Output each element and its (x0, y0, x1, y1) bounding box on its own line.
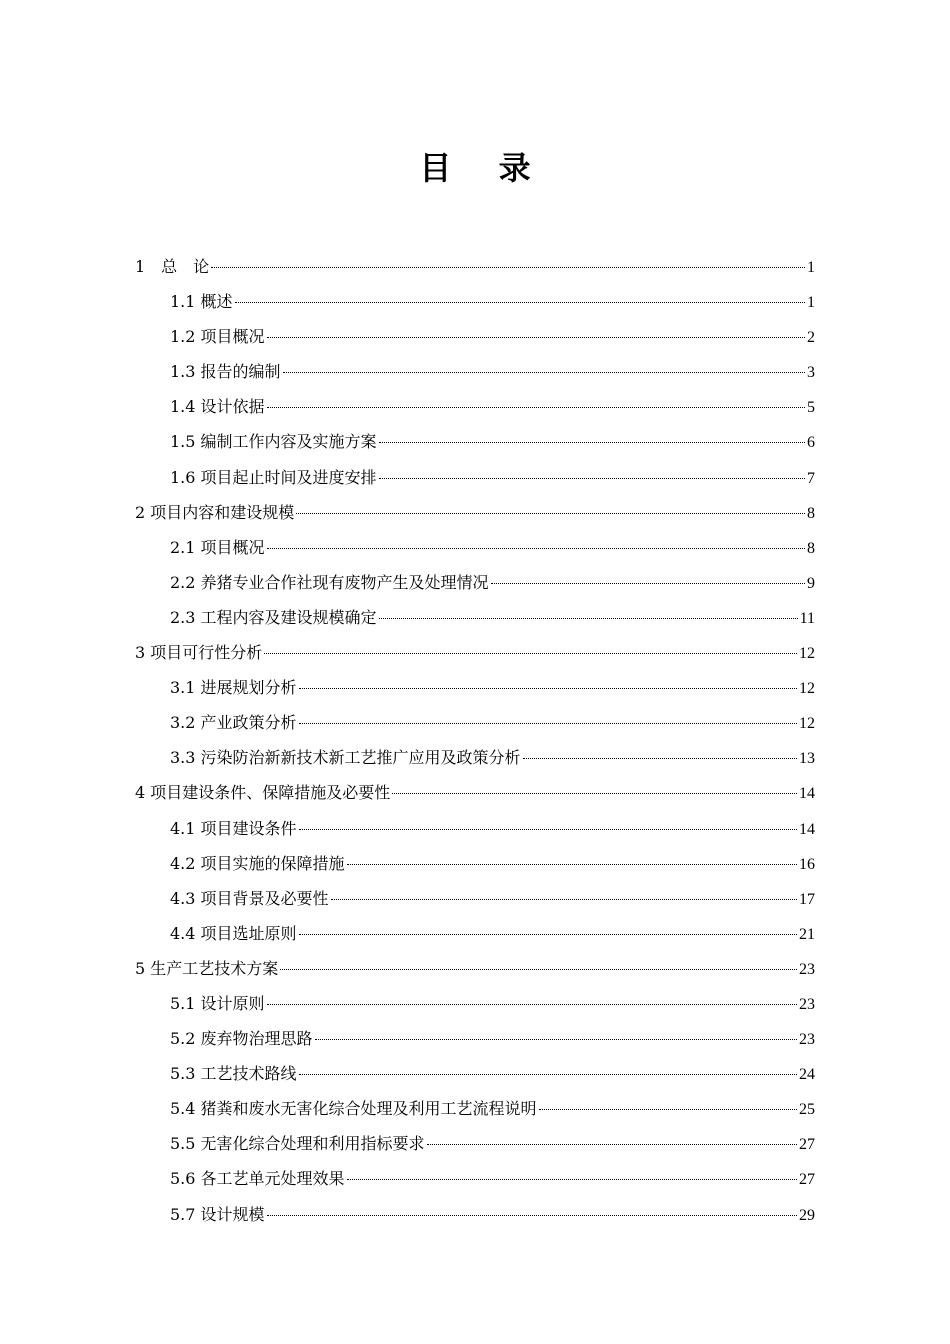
toc-section-entry[interactable] (135, 1197, 815, 1232)
toc-page-number: 29 (799, 1206, 815, 1224)
toc-section-entry[interactable] (135, 389, 815, 424)
toc-dot-leader (211, 266, 805, 268)
page-title: 目 录 (419, 149, 549, 187)
toc-entry-label: 4 项目建设条件、保障措施及必要性 (135, 783, 391, 803)
toc-dot-leader (299, 687, 797, 689)
toc-page-number: 12 (799, 645, 815, 663)
toc-dot-leader (267, 1003, 797, 1005)
toc-dot-leader (299, 722, 797, 724)
toc-page-number: 17 (799, 890, 815, 908)
toc-dot-leader (267, 547, 805, 549)
toc-chapter-entry[interactable] (135, 249, 815, 284)
toc-page-number: 16 (799, 855, 815, 873)
toc-page-number: 2 (807, 329, 815, 347)
toc-entry-label: 5.1 设计原则 (170, 993, 265, 1013)
toc-entry-label: 1.3 报告的编制 (170, 362, 281, 382)
toc-dot-leader (523, 757, 797, 759)
toc-entry-label: 2.3 工程内容及建设规模确定 (170, 607, 377, 627)
toc-entry-label: 3 项目可行性分析 (135, 643, 263, 663)
toc-section-entry[interactable] (135, 319, 815, 354)
toc-dot-leader (491, 582, 805, 584)
toc-entry-label: 1.4 设计依据 (170, 397, 265, 417)
toc-page-number: 14 (799, 820, 815, 838)
toc-page-number: 7 (807, 469, 815, 487)
toc-page-number: 13 (799, 750, 815, 768)
toc-dot-leader (299, 933, 797, 935)
toc-entry-label: 5.4 猪粪和废水无害化综合处理及利用工艺流程说明 (170, 1099, 537, 1119)
toc-section-entry[interactable] (135, 986, 815, 1021)
toc-entry-label: 4.3 项目背景及必要性 (170, 888, 329, 908)
toc-dot-leader (539, 1108, 797, 1110)
toc-page-number: 11 (799, 609, 815, 627)
toc-entry-label: 1.5 编制工作内容及实施方案 (170, 432, 377, 452)
toc-dot-leader (299, 1073, 797, 1075)
toc-dot-leader (267, 1214, 797, 1216)
toc-entry-label: 1.1 概述 (170, 292, 233, 312)
toc-section-entry[interactable] (135, 1091, 815, 1126)
toc-section-entry[interactable] (135, 460, 815, 495)
toc-dot-leader (379, 617, 798, 619)
toc-page-number: 23 (799, 960, 815, 978)
toc-dot-leader (267, 406, 805, 408)
toc-page-number: 27 (799, 1136, 815, 1154)
toc-section-entry[interactable] (135, 846, 815, 881)
toc-entry-label: 3.2 产业政策分析 (170, 713, 297, 733)
toc-section-entry[interactable] (135, 670, 815, 705)
toc-entry-label: 5.6 各工艺单元处理效果 (170, 1169, 345, 1189)
toc-entry-label: 5.3 工艺技术路线 (170, 1064, 297, 1084)
toc-section-entry[interactable] (135, 565, 815, 600)
toc-entry-label: 2.2 养猪专业合作社现有废物产生及处理情况 (170, 572, 489, 592)
toc-entry-label: 4.4 项目选址原则 (170, 923, 297, 943)
table-of-contents (135, 249, 815, 1232)
toc-dot-leader (392, 792, 797, 794)
toc-chapter-entry[interactable] (135, 495, 815, 530)
toc-dot-leader (427, 1143, 797, 1145)
toc-entry-label: 4.1 项目建设条件 (170, 818, 297, 838)
toc-entry-label: 2 项目内容和建设规模 (135, 502, 295, 522)
toc-dot-leader (299, 828, 797, 830)
toc-entry-label: 1 总 论 (135, 257, 210, 276)
toc-page-number: 25 (799, 1101, 815, 1119)
toc-section-entry[interactable] (135, 881, 815, 916)
toc-entry-label: 5.5 无害化综合处理和利用指标要求 (170, 1134, 425, 1154)
toc-chapter-entry[interactable] (135, 775, 815, 810)
toc-entry-label: 5.7 设计规模 (170, 1204, 265, 1224)
toc-section-entry[interactable] (135, 705, 815, 740)
toc-page-number: 8 (807, 539, 815, 557)
toc-section-entry[interactable] (135, 284, 815, 319)
toc-dot-leader (379, 441, 805, 443)
toc-dot-leader (379, 477, 805, 479)
toc-page-number: 21 (799, 925, 815, 943)
toc-page-number: 27 (799, 1171, 815, 1189)
toc-entry-label: 3.3 污染防治新新技术新工艺推广应用及政策分析 (170, 748, 521, 768)
toc-page-number: 1 (807, 259, 815, 276)
toc-page-number: 5 (807, 399, 815, 417)
toc-dot-leader (315, 1038, 797, 1040)
toc-dot-leader (235, 301, 805, 303)
toc-entry-label: 5.2 废弃物治理思路 (170, 1029, 313, 1049)
toc-section-entry[interactable] (135, 811, 815, 846)
toc-entry-label: 4.2 项目实施的保障措施 (170, 853, 345, 873)
toc-page-number: 8 (807, 504, 815, 522)
toc-chapter-entry[interactable] (135, 635, 815, 670)
toc-section-entry[interactable] (135, 424, 815, 459)
toc-dot-leader (347, 863, 797, 865)
toc-page-number: 12 (799, 715, 815, 733)
toc-section-entry[interactable] (135, 354, 815, 389)
toc-dot-leader (296, 512, 805, 514)
toc-page-number: 6 (807, 434, 815, 452)
toc-page-number: 12 (799, 680, 815, 698)
toc-section-entry[interactable] (135, 1056, 815, 1091)
toc-page-number: 1 (807, 294, 815, 312)
toc-page-number: 14 (799, 785, 815, 803)
toc-section-entry[interactable] (135, 530, 815, 565)
toc-entry-label: 5 生产工艺技术方案 (135, 958, 279, 978)
toc-section-entry[interactable] (135, 600, 815, 635)
toc-entry-label: 1.2 项目概况 (170, 327, 265, 347)
toc-entry-label: 3.1 进展规划分析 (170, 678, 297, 698)
toc-dot-leader (267, 336, 805, 338)
toc-chapter-entry[interactable] (135, 951, 815, 986)
toc-page-number: 9 (807, 574, 815, 592)
toc-section-entry[interactable] (135, 1021, 815, 1056)
toc-entry-label: 2.1 项目概况 (170, 537, 265, 557)
toc-section-entry[interactable] (135, 1126, 815, 1161)
toc-dot-leader (280, 968, 797, 970)
toc-section-entry[interactable] (135, 1161, 815, 1196)
toc-section-entry[interactable] (135, 740, 815, 775)
toc-entry-label: 1.6 项目起止时间及进度安排 (170, 467, 377, 487)
toc-dot-leader (264, 652, 797, 654)
toc-section-entry[interactable] (135, 916, 815, 951)
toc-page-number: 23 (799, 995, 815, 1013)
toc-page-number: 24 (799, 1066, 815, 1084)
toc-page-number: 3 (807, 364, 815, 382)
toc-dot-leader (347, 1178, 797, 1180)
toc-page-number: 23 (799, 1031, 815, 1049)
toc-dot-leader (283, 371, 805, 373)
toc-dot-leader (331, 898, 797, 900)
